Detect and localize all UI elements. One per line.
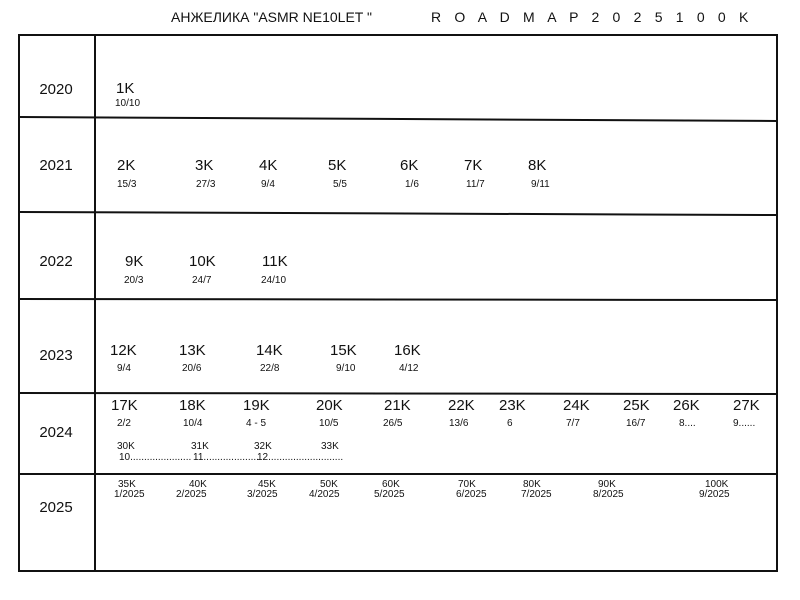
- milestone-count: 80K: [523, 479, 541, 490]
- milestone-date: 9/11: [531, 179, 550, 190]
- milestone-count: 18K: [179, 397, 206, 414]
- year-2020-label: 2020: [39, 81, 73, 98]
- milestone-count: 25K: [623, 397, 650, 414]
- milestone-date: 16/7: [626, 418, 646, 429]
- year-2021-label: 2021: [39, 157, 73, 174]
- milestone-count: 3K: [195, 157, 214, 174]
- milestone-count: 45K: [258, 479, 276, 490]
- milestone-date: 20/3: [124, 275, 144, 286]
- milestone-date: 2/2025: [176, 489, 207, 500]
- milestone-count: 50K: [320, 479, 338, 490]
- milestone-count: 13K: [179, 342, 206, 359]
- milestone-date: 24/7: [192, 275, 212, 286]
- milestone-date: 10......................: [119, 452, 192, 463]
- milestone-date: 5/2025: [374, 489, 405, 500]
- milestone-date: 24/10: [261, 275, 287, 286]
- milestone-count: 11K: [262, 253, 288, 270]
- milestone-count: 70K: [458, 479, 476, 490]
- milestone-date: 11/7: [466, 179, 485, 190]
- milestone-date: 9......: [733, 418, 756, 429]
- milestone-date: 1/2025: [114, 489, 145, 500]
- milestone-date: 7/2025: [521, 489, 552, 500]
- year-2025-label: 2025: [39, 499, 73, 516]
- milestone-date: 7/7: [566, 418, 580, 429]
- milestone-count: 19K: [243, 397, 270, 414]
- milestone-date: 9/10: [336, 363, 356, 374]
- milestone-date: 10/10: [115, 98, 141, 109]
- milestone-date: 27/3: [196, 179, 216, 190]
- milestone-count: 4K: [259, 157, 278, 174]
- milestone-count: 31K: [191, 441, 209, 452]
- milestone-count: 100K: [705, 479, 729, 490]
- year-2023-label: 2023: [39, 347, 73, 364]
- milestone-date: 13/6: [449, 418, 469, 429]
- year-2022-label: 2022: [39, 253, 73, 270]
- milestone-count: 27K: [733, 397, 760, 414]
- milestone-count: 8K: [528, 157, 547, 174]
- milestone-date: 5/5: [333, 179, 347, 190]
- milestone-date: 9/4: [261, 179, 275, 190]
- milestone-count: 7K: [464, 157, 483, 174]
- milestone-count: 23K: [499, 397, 526, 414]
- milestone-count: 90K: [598, 479, 616, 490]
- milestone-date: 8/2025: [593, 489, 624, 500]
- grid-row-divider-4: [19, 393, 777, 394]
- milestone-count: 9K: [125, 253, 144, 270]
- milestone-count: 30K: [117, 441, 135, 452]
- milestone-date: 6: [507, 418, 513, 429]
- milestone-count: 10K: [189, 253, 216, 270]
- milestone-count: 32K: [254, 441, 272, 452]
- milestone-date: 12...........................: [257, 452, 344, 463]
- milestone-date: 26/5: [383, 418, 403, 429]
- grid-row-divider-3: [19, 299, 777, 300]
- milestone-count: 21K: [384, 397, 411, 414]
- milestone-count: 2K: [117, 157, 136, 174]
- title-roadmap-label: R O A D M A P 2 0 2 5 1 0 0 K: [431, 9, 754, 25]
- milestone-count: 20K: [316, 397, 343, 414]
- milestone-count: 14K: [256, 342, 283, 359]
- milestone-date: 6/2025: [456, 489, 487, 500]
- milestone-count: 5K: [328, 157, 347, 174]
- milestone-count: 17K: [111, 397, 138, 414]
- milestone-count: 40K: [189, 479, 207, 490]
- milestone-count: 16K: [394, 342, 421, 359]
- milestone-date: 15/3: [117, 179, 137, 190]
- milestone-date: 20/6: [182, 363, 202, 374]
- milestone-date: 11....................: [193, 452, 259, 463]
- milestone-count: 15K: [330, 342, 357, 359]
- milestone-date: 1/6: [405, 179, 419, 190]
- milestone-date: 4/2025: [309, 489, 340, 500]
- milestone-count: 6K: [400, 157, 419, 174]
- milestone-count: 35K: [118, 479, 136, 490]
- milestone-count: 26K: [673, 397, 700, 414]
- milestone-count: 12K: [110, 342, 137, 359]
- milestone-count: 1K: [116, 80, 135, 97]
- year-2024-label: 2024: [39, 424, 73, 441]
- milestone-count: 60K: [382, 479, 400, 490]
- milestone-date: 4/12: [399, 363, 419, 374]
- milestone-count: 24K: [563, 397, 590, 414]
- milestone-date: 9/2025: [699, 489, 730, 500]
- grid-row-divider-1: [19, 117, 777, 121]
- milestone-date: 10/5: [319, 418, 339, 429]
- grid-row-divider-2: [19, 212, 777, 215]
- milestone-date: 2/2: [117, 418, 131, 429]
- milestone-date: 3/2025: [247, 489, 278, 500]
- milestone-date: 8....: [679, 418, 696, 429]
- milestone-date: 4 - 5: [246, 418, 267, 429]
- title-channel-name: АНЖЕЛИКА "ASMR NE10LET ": [171, 9, 372, 25]
- milestone-date: 9/4: [117, 363, 131, 374]
- milestone-count: 33K: [321, 441, 339, 452]
- milestone-date: 22/8: [260, 363, 280, 374]
- milestone-count: 22K: [448, 397, 475, 414]
- milestone-date: 10/4: [183, 418, 203, 429]
